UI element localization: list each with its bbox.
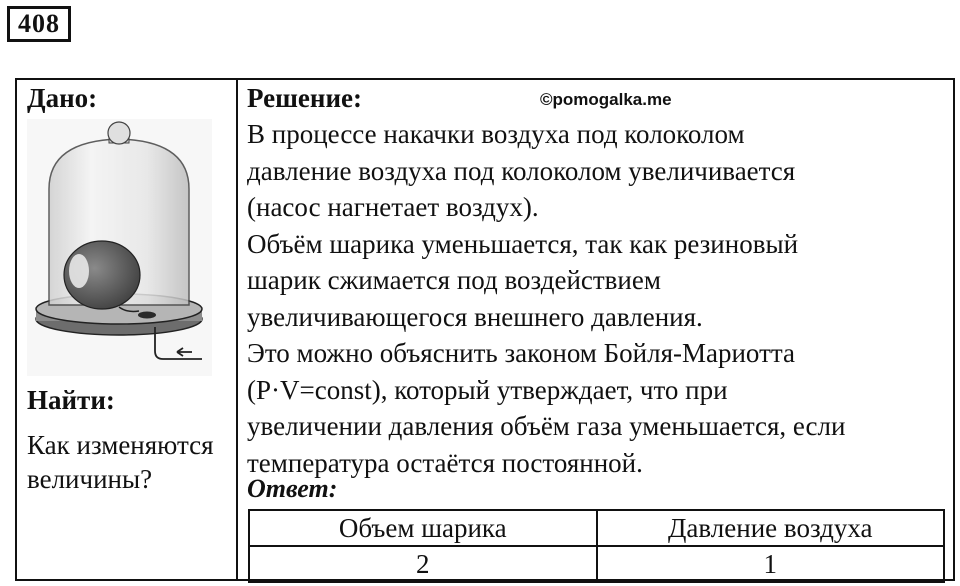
solution-line: Это можно объяснить законом Бойля-Мариотта — [247, 338, 795, 368]
solution-line: (P·V=const), который утверждает, что при — [247, 374, 728, 405]
find-question: Как изменяются величины? — [27, 430, 214, 494]
solution-line: давление воздуха под колоколом увеличивается — [247, 155, 796, 186]
solution-line: увеличивающегося внешнего давления. — [247, 301, 703, 332]
solution-line: температура остаётся постоянной. — [247, 447, 643, 478]
answer-header-air-pressure: Давление воздуха — [597, 510, 945, 546]
answer-header-row — [249, 510, 944, 546]
answer-table — [248, 509, 945, 583]
problem-number: 408 — [7, 6, 71, 42]
bell-jar-illustration — [27, 119, 212, 376]
find-label: Найти: — [27, 385, 115, 415]
solution-line: В процессе накачки воздуха под колоколом — [247, 119, 745, 149]
solution-line: Объём шарика уменьшается, так как резиновый — [247, 228, 799, 259]
solution-line: увеличении давления объём газа уменьшается, если — [247, 411, 846, 441]
solution-label: Решение: — [247, 83, 362, 113]
answer-label: Ответ: — [247, 474, 338, 503]
answer-value-ball-volume: 2 — [249, 546, 597, 582]
solution-text — [247, 116, 952, 481]
answer-value-row — [249, 546, 944, 582]
solution-line: (насос нагнетает воздух). — [247, 192, 539, 222]
given-label: Дано: — [27, 83, 98, 113]
watermark: ©pomogalka.me — [540, 90, 672, 109]
answer-header-ball-volume: Объем шарика — [249, 510, 597, 546]
solution-line: шарик сжимается под воздействием — [247, 265, 661, 295]
column-divider — [236, 78, 238, 581]
answer-value-air-pressure: 1 — [597, 546, 945, 582]
